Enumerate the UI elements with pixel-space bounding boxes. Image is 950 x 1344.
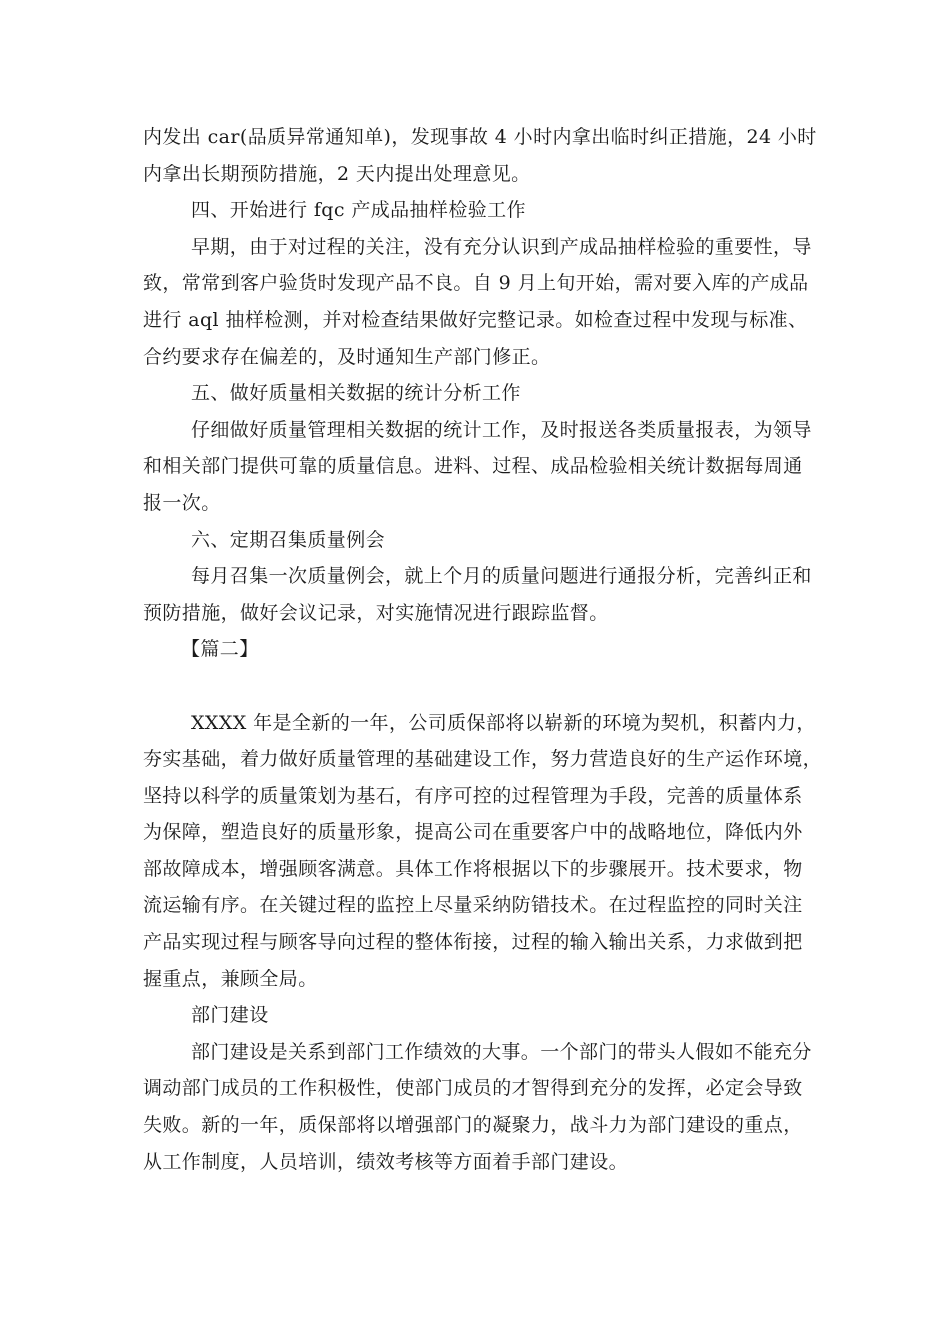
text-line: 进行 aql 抽样检测，并对检查结果做好完整记录。如检查过程中发现与标准、: [143, 308, 808, 331]
text-line: 从工作制度，人员培训，绩效考核等方面着手部门建设。: [143, 1150, 629, 1173]
text-line: 夯实基础，着力做好质量管理的基础建设工作，努力营造良好的生产运作环境，: [143, 748, 823, 771]
paragraph-car-notice: [143, 119, 817, 192]
paragraph-department-building: [143, 1034, 812, 1180]
text-line: 坚持以科学的质量策划为基石，有序可控的过程管理为手段，完善的质量体系: [143, 784, 803, 807]
text-line: 握重点，兼顾全局。: [143, 967, 318, 990]
paragraph-fqc-inspection: [143, 229, 812, 375]
paragraph-quality-meeting: [143, 558, 812, 631]
text-line: 部故障成本，增强顾客满意。具体工作将根据以下的步骤展开。技术要求，物: [143, 857, 803, 880]
document-page: [143, 119, 823, 1180]
section-marker-part-two: 【篇二】: [181, 638, 259, 661]
text-line: XXXX 年是全新的一年，公司质保部将以崭新的环境为契机，积蓄内力，: [191, 711, 816, 734]
text-line: 产品实现过程与顾客导向过程的整体衔接，过程的输入输出关系，力求做到把: [143, 931, 803, 954]
heading-quality-statistics: 五、做好质量相关数据的统计分析工作: [191, 382, 521, 405]
text-line: 内发出 car(品质异常通知单)，发现事故 4 小时内拿出临时纠正措施，24 小时: [143, 126, 817, 148]
heading-quality-meeting: 六、定期召集质量例会: [191, 528, 386, 551]
paragraph-new-year-intro: [143, 705, 823, 998]
text-line: 仔细做好质量管理相关数据的统计工作，及时报送各类质量报表，为领导: [191, 418, 812, 441]
text-line: 报一次。: [143, 491, 221, 514]
heading-fqc-inspection: 四、开始进行 fqc 产成品抽样检验工作: [191, 199, 526, 222]
text-line: 预防措施，做好会议记录，对实施情况进行跟踪监督。: [143, 601, 609, 624]
text-line: 部门建设是关系到部门工作绩效的大事。一个部门的带头人假如不能充分: [191, 1040, 812, 1063]
heading-department-building: 部门建设: [191, 1004, 269, 1027]
text-line: 为保障，塑造良好的质量形象，提高公司在重要客户中的战略地位，降低内外: [143, 821, 803, 844]
blank-line: [143, 668, 808, 705]
text-line: 合约要求存在偏差的，及时通知生产部门修正。: [143, 345, 551, 368]
text-line: 致，常常到客户验货时发现产品不良。自 9 月上旬开始，需对要入库的产成品: [143, 272, 809, 295]
text-line: 调动部门成员的工作积极性，使部门成员的才智得到充分的发挥，必定会导致: [143, 1077, 803, 1100]
text-line: 早期，由于对过程的关注，没有充分认识到产成品抽样检验的重要性，导: [191, 235, 812, 258]
paragraph-quality-statistics: [143, 412, 812, 522]
text-line: 每月召集一次质量例会，就上个月的质量问题进行通报分析，完善纠正和: [191, 565, 812, 588]
text-line: 失败。新的一年，质保部将以增强部门的凝聚力，战斗力为部门建设的重点，: [143, 1114, 803, 1137]
text-line: 流运输有序。在关键过程的监控上尽量采纳防错技术。在过程监控的同时关注: [143, 894, 803, 917]
text-line: 内拿出长期预防措施，2 天内提出处理意见。: [143, 162, 531, 185]
text-line: 和相关部门提供可靠的质量信息。进料、过程、成品检验相关统计数据每周通: [143, 455, 803, 478]
